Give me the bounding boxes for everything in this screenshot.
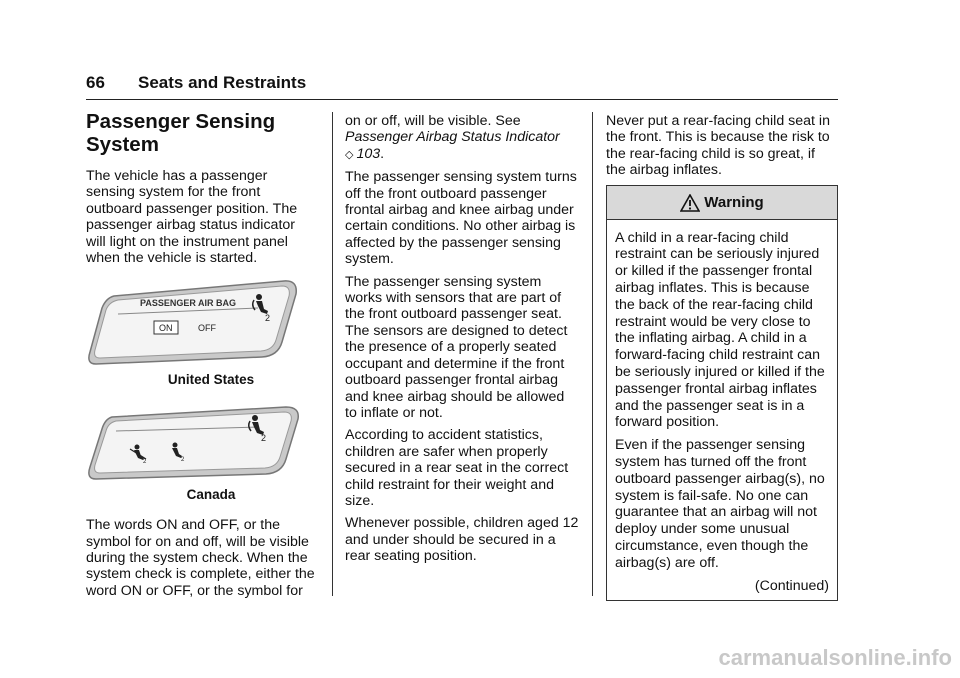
page-number: 66 xyxy=(86,73,105,92)
column-divider-1 xyxy=(332,112,333,596)
turns-off-paragraph: The passenger sensing system turns off the front outboard passenger frontal airbag and knee airbag under certain conditions. No other airbag is affected by the passenger sensing system. xyxy=(345,169,577,268)
on-label: ON xyxy=(159,323,173,334)
off-label: OFF xyxy=(198,323,216,334)
column-divider-2 xyxy=(592,112,593,596)
warning-title: Warning xyxy=(704,193,764,211)
us-caption: United States xyxy=(167,372,255,388)
rear-facing-paragraph: Never put a rear-facing child seat in the front. This is because the risk to the rear-facing child is so great, if the airbag inflates. xyxy=(606,113,830,179)
passenger-air-bag-label: PASSENGER AIR BAG xyxy=(140,298,237,309)
warning-header xyxy=(607,186,837,220)
system-check-paragraph: The words ON and OFF, or the symbol for on and off, will be visible during the system check. When the system check is complete, either the word ON or OFF, or the symbol for xyxy=(86,517,315,599)
rear-seating-paragraph: Whenever possible, children aged 12 and under should be secured in a rear seating position. xyxy=(345,515,579,565)
svg-text:2: 2 xyxy=(261,432,267,443)
sensors-paragraph: The passenger sensing system works with sensors that are part of the front outboard passenger seat. The sensors are designed to detect the presence of a properly seated occupant and determine if the front outboard passenger frontal airbag and knee airbag should be allowed to inflate or not. xyxy=(345,273,568,421)
warning-box xyxy=(606,185,838,602)
warning-icon xyxy=(680,194,700,212)
column-3 xyxy=(606,113,838,601)
svg-text:2: 2 xyxy=(143,458,147,465)
column-2 xyxy=(345,113,580,571)
continued-label: (Continued) xyxy=(754,577,829,594)
section-title: Seats and Restraints xyxy=(138,73,307,92)
intro-paragraph: The vehicle has a passenger sensing system for the front outboard passenger position. The passenger airbag status indicator will light on the instrument panel when the vehicle is started. xyxy=(86,168,298,267)
canada-indicator-figure xyxy=(86,403,318,483)
section-heading: Passenger Sensing System xyxy=(86,110,276,156)
page-reference-number[interactable]: 103 xyxy=(356,145,381,162)
svg-text:2: 2 xyxy=(181,456,185,463)
reference-period: . xyxy=(380,145,385,162)
see-text: on or off, will be visible. See xyxy=(345,113,521,129)
watermark: carmanualsonline.info xyxy=(718,645,952,670)
us-indicator-figure xyxy=(86,276,318,368)
svg-text:2: 2 xyxy=(265,313,271,324)
page-header xyxy=(86,71,838,100)
statistics-paragraph: According to accident statistics, children are safer when properly secured in a rear seat in the correct child restraint for their weight and size. xyxy=(345,427,569,509)
see-reference-paragraph xyxy=(345,113,580,163)
column-1 xyxy=(86,108,318,605)
status-indicator-link[interactable]: Passenger Airbag Status Indicator xyxy=(345,129,560,146)
page-reference-icon: ◇ xyxy=(345,148,354,161)
warning-paragraph-1: A child in a rear-facing child restraint can be seriously injured or killed if the passenger frontal airbag inflates. This is because the back of the rear-facing child restraint would be very close to the inflating airbag. A child in a forward-facing child restraint can be seriously injured or killed if the passenger frontal airbag inflates and the passenger seat is in a forward position. xyxy=(615,229,825,431)
canada-caption: Canada xyxy=(186,486,236,502)
warning-paragraph-2: Even if the passenger sensing system has turned off the front outboard passenger airbag(s), no system is fail-safe. No one can guarantee that an airbag will not deploy under some unusual circumstance, even though the airbag(s) are off. xyxy=(615,437,825,571)
